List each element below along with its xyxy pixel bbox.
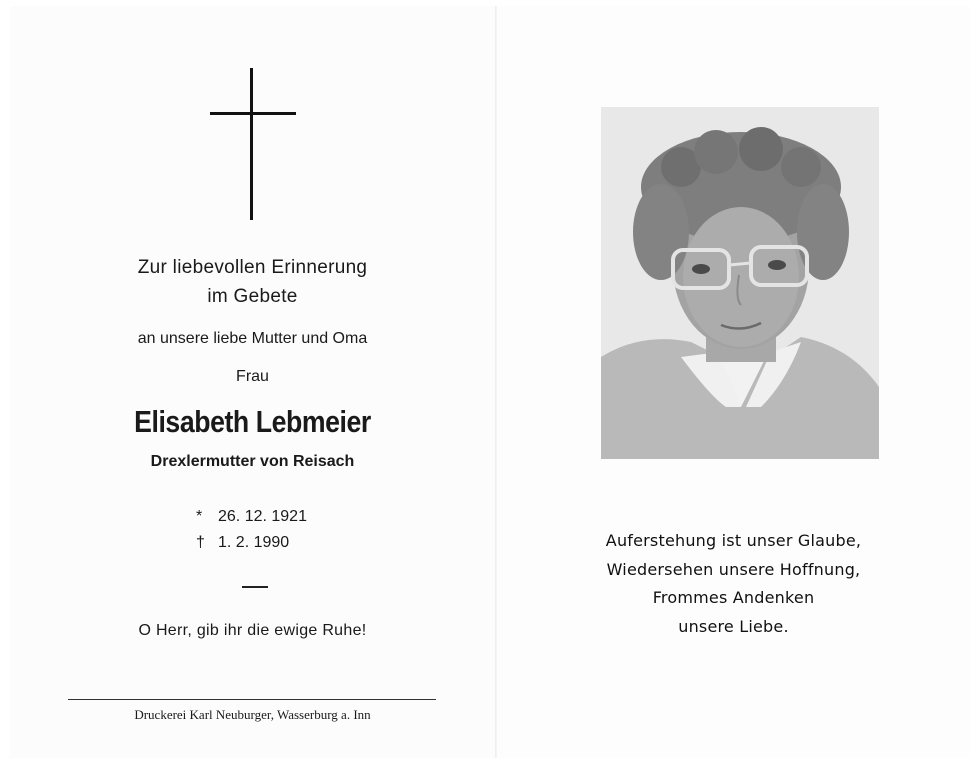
prayer-text: O Herr, gib ihr die ewige Ruhe! bbox=[138, 622, 367, 639]
birth-date-line bbox=[196, 508, 307, 526]
right-panel bbox=[497, 6, 970, 758]
birth-date: 26. 12. 1921 bbox=[218, 508, 307, 525]
printer-credit: Druckerei Karl Neuburger, Wasserburg a. Inn bbox=[134, 707, 371, 722]
death-date: 1. 2. 1990 bbox=[218, 534, 290, 551]
memorial-card bbox=[10, 6, 970, 758]
deceased-name: Elisabeth Lebmeier bbox=[134, 404, 371, 439]
quote-line-1: Auferstehung ist unser Glaube, bbox=[605, 531, 862, 550]
relation-text: an unsere liebe Mutter und Oma bbox=[137, 330, 368, 347]
cross-icon bbox=[210, 68, 296, 220]
footer-rule bbox=[68, 699, 436, 700]
birth-symbol: * bbox=[196, 508, 203, 525]
quote-line-3: Frommes Andenken bbox=[652, 588, 815, 607]
death-symbol: † bbox=[196, 534, 205, 551]
divider-dash bbox=[242, 586, 268, 588]
portrait-photo bbox=[601, 107, 879, 459]
salutation: Frau bbox=[236, 368, 269, 385]
intro-line-2: im Gebete bbox=[207, 286, 298, 307]
left-panel bbox=[10, 6, 495, 758]
death-date-line bbox=[196, 534, 289, 552]
quote-line-4: unsere Liebe. bbox=[678, 617, 789, 636]
intro-line-1: Zur liebevollen Erinnerung bbox=[137, 257, 368, 278]
quote-line-2: Wiedersehen unsere Hoffnung, bbox=[606, 560, 861, 579]
deceased-subtitle: Drexlermutter von Reisach bbox=[150, 453, 355, 470]
